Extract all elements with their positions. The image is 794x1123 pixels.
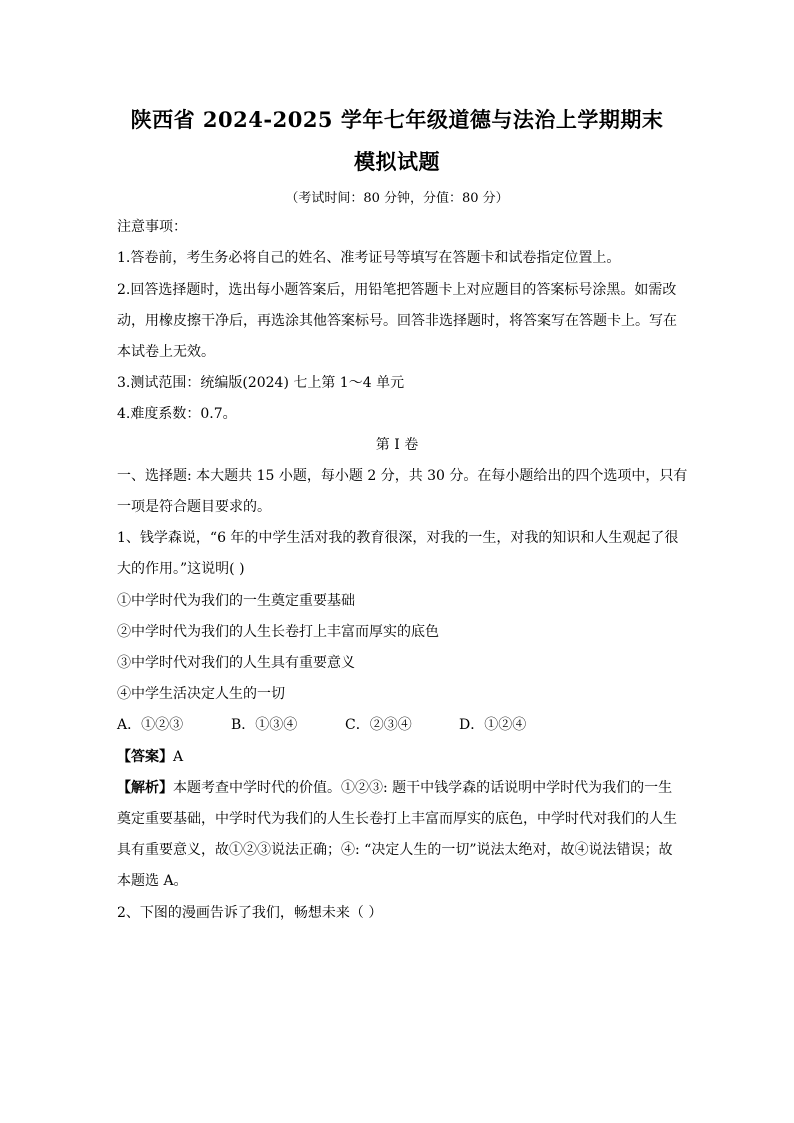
answer-value: A xyxy=(173,749,184,765)
note-line: 1.答卷前，考生务必将自己的姓名、准考证号等填写在答题卡和试卷指定位置上。 xyxy=(117,250,621,266)
section-instruction: 一项是符合题目要求的。 xyxy=(117,499,271,515)
question-1-answer xyxy=(117,747,677,767)
volume-heading: 第 I 卷 xyxy=(375,437,419,453)
document-subtitle: 模拟试题 xyxy=(354,149,440,174)
question-1-statement: ④中学生活决定人生的一切 xyxy=(117,686,285,702)
note-line: 3.测试范围：统编版(2024) 七上第 1～4 单元 xyxy=(117,375,405,391)
analysis-text: 本题选 A。 xyxy=(117,873,188,889)
note-line: 动，用橡皮擦干净后，再选涂其他答案标号。回答非选择题时，将答案写在答题卡上。写在 xyxy=(117,313,677,329)
question-1-stem: 1、钱学森说，“6 年的中学生活对我的教育很深，对我的一生，对我的知识和人生观起了很 xyxy=(117,530,679,546)
option-b: B．①③④ xyxy=(231,717,298,733)
note-line: 4.难度系数：0.7。 xyxy=(117,406,237,422)
document-title: 陕西省 2024-2025 学年七年级道德与法治上学期期末 xyxy=(130,107,664,132)
option-a: A．①②③ xyxy=(117,717,184,733)
question-1-statement: ①中学时代为我们的一生奠定重要基础 xyxy=(117,593,355,609)
answer-label: 【答案】 xyxy=(117,749,173,765)
note-line: 本试卷上无效。 xyxy=(117,344,215,360)
question-1-statement: ③中学时代对我们的人生具有重要意义 xyxy=(117,655,355,671)
option-d: D．①②④ xyxy=(459,717,527,733)
analysis-text: 奠定重要基础，中学时代为我们的人生长卷打上丰富而厚实的底色，中学时代对我们的人生 xyxy=(117,811,677,827)
analysis-text: 本题考查中学时代的价值。①②③: 题干中钱学森的话说明中学时代为我们的一生 xyxy=(173,780,673,796)
exam-info: （考试时间：80 分钟，分值：80 分） xyxy=(285,191,509,206)
analysis-text: 具有重要意义，故①②③说法正确；④: “决定人生的一切”说法太绝对，故④说法错误；故 xyxy=(117,842,673,858)
question-2-stem: 2、下图的漫画告诉了我们，畅想未来（ ） xyxy=(117,905,383,921)
question-1-analysis xyxy=(117,778,677,798)
analysis-label: 【解析】 xyxy=(117,780,173,796)
notes-heading: 注意事项： xyxy=(117,219,187,235)
question-1-options xyxy=(117,715,677,735)
question-1-statement: ②中学时代为我们的人生长卷打上丰富而厚实的底色 xyxy=(117,624,439,640)
question-1-stem: 大的作用。”这说明( ) xyxy=(117,561,245,577)
note-line: 2.回答选择题时，选出每小题答案后，用铅笔把答题卡上对应题目的答案标号涂黑。如需改 xyxy=(117,282,677,298)
option-c: C．②③④ xyxy=(345,717,412,733)
section-instruction: 一、选择题: 本大题共 15 小题，每小题 2 分，共 30 分。在每小题给出的四个选项中，只有 xyxy=(117,468,688,484)
